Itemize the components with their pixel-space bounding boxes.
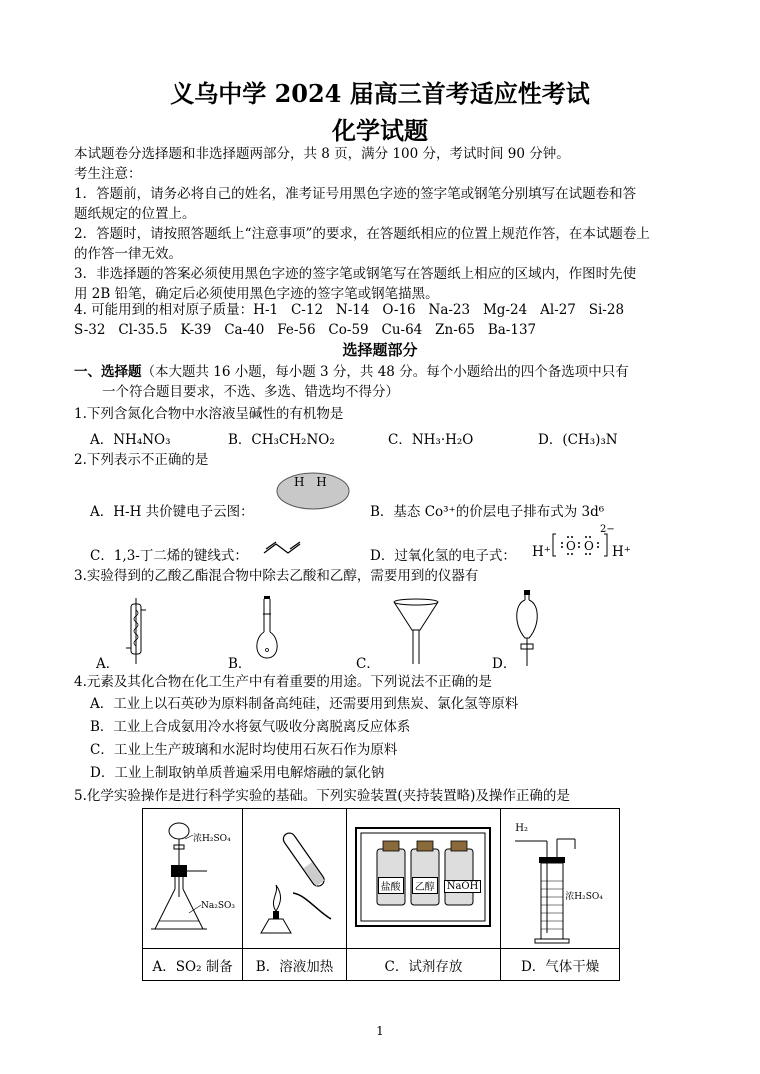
option-b: B．基态 Co³⁺的价层电子排布式为 3d⁶ bbox=[370, 504, 605, 520]
part-description bbox=[74, 362, 629, 382]
option-d: D． bbox=[492, 656, 517, 672]
apparatus-a-cell bbox=[143, 809, 243, 949]
apparatus-c-cell bbox=[346, 809, 501, 949]
notes-title: 考生注意： bbox=[74, 166, 142, 182]
option-c: C．NH₃·H₂O bbox=[388, 432, 474, 448]
question-stem: 3.实验得到的乙酸乙酯混合物中除去乙酸和乙醇，需要用到的仪器有 bbox=[74, 568, 479, 584]
reagent-label: Na₂SO₃ bbox=[201, 901, 236, 911]
part-label: 一、选择题 bbox=[74, 364, 142, 380]
page-subtitle: 化学试题 bbox=[332, 116, 428, 145]
option-d: D．工业上制取钠单质普遍采用电解熔融的氯化钠 bbox=[90, 765, 385, 781]
page-title: 义乌中学 2024 届高三首考适应性考试 bbox=[170, 79, 590, 108]
note-line: 3．非选择题的答案必须使用黑色字迹的签字笔或钢笔写在答题纸上相应的区域内，作图时先使 bbox=[74, 266, 637, 282]
reagent-label: 浓H₂SO₄ bbox=[565, 892, 603, 902]
option-b: B．工业上合成氨用冷水将氨气吸收分离脱离反应体系 bbox=[90, 719, 411, 735]
condenser-figure bbox=[124, 598, 148, 664]
apparatus-b-cell bbox=[243, 809, 346, 949]
option-b: B．溶液加热 bbox=[243, 949, 346, 981]
note-line: 2．答题时，请按照答题纸上“注意事项”的要求，在答题纸相应的位置上规范作答，在本试题卷上 bbox=[74, 226, 650, 242]
question-stem: 4.元素及其化合物在化工生产中有着重要的用途。下列说法不正确的是 bbox=[74, 674, 492, 690]
reagent-label: 浓H₂SO₄ bbox=[193, 834, 231, 844]
part-desc-line: 一个符合题目要求，不选、多选、错选均不得分） bbox=[102, 384, 399, 400]
option-a: A．NH₄NO₃ bbox=[90, 432, 171, 448]
apparatus-d-cell bbox=[501, 809, 620, 949]
h-plus-right: H⁺ bbox=[612, 544, 631, 560]
option-d: D．过氧化氢的电子式： bbox=[370, 548, 516, 564]
option-c: C． bbox=[356, 656, 380, 672]
option-c: C．试剂存放 bbox=[346, 949, 501, 981]
gas-drying-figure bbox=[509, 821, 609, 945]
note-line: 用 2B 铅笔，确定后必须使用黑色字迹的签字笔或钢笔描黑。 bbox=[74, 286, 439, 302]
reagent-bottle-label: 盐酸 bbox=[378, 877, 404, 894]
option-c: C．工业上生产玻璃和水泥时均使用石灰石作为原料 bbox=[90, 742, 398, 758]
peroxide-electron-dot bbox=[552, 532, 608, 558]
heating-apparatus-figure bbox=[251, 823, 337, 941]
butadiene-skeletal-formula bbox=[262, 540, 312, 556]
electron-cloud-label: H H bbox=[294, 475, 331, 489]
note-line: 题纸规定的位置上。 bbox=[74, 206, 196, 222]
funnel-figure bbox=[392, 598, 440, 666]
option-a: A． bbox=[96, 656, 120, 672]
charge-label: 2− bbox=[600, 524, 615, 535]
note-line: 1．答题前，请务必将自己的姓名，准考证号用黑色字迹的签字笔或钢笔分别填写在试题卷和答 bbox=[74, 186, 637, 202]
apparatus-table bbox=[142, 808, 620, 981]
option-c: C．1,3-丁二烯的键线式： bbox=[90, 548, 248, 564]
option-b: B．CH₃CH₂NO₂ bbox=[228, 432, 335, 448]
question-stem: 5.化学实验操作是进行科学实验的基础。下列实验装置(夹持装置略)及操作正确的是 bbox=[74, 788, 570, 804]
intro-text: 本试题卷分选择题和非选择题两部分，共 8 页，满分 100 分，考试时间 90 分钟。 bbox=[74, 146, 570, 162]
question-stem: 2.下列表示不正确的是 bbox=[74, 452, 209, 468]
option-a: A．H-H 共价键电子云图： bbox=[90, 504, 254, 520]
part-desc-line: （本大题共 16 小题，每小题 3 分，共 48 分。每个小题给出的四个备选项中只有 bbox=[141, 364, 629, 380]
svg-text:O: O bbox=[584, 539, 594, 553]
note-line: 的作答一律无效。 bbox=[74, 246, 182, 262]
page-number: 1 bbox=[376, 1024, 384, 1038]
separatory-funnel-figure bbox=[512, 590, 542, 666]
reagent-bottle-label: NaOH bbox=[444, 880, 482, 893]
reagent-bottle-label: 乙醇 bbox=[412, 877, 438, 894]
option-b: B． bbox=[228, 656, 252, 672]
note-line: S-32 Cl-35.5 K-39 Ca-40 Fe-56 Co-59 Cu-64 Zn-65 Ba-137 bbox=[74, 322, 537, 338]
gas-label: H₂ bbox=[515, 823, 528, 834]
section-heading: 选择题部分 bbox=[342, 341, 418, 359]
question-stem: 1.下列含氮化合物中水溶液呈碱性的有机物是 bbox=[74, 406, 344, 422]
option-a: A．工业上以石英砂为原料制备高纯硅，还需要用到焦炭、氯化氢等原料 bbox=[90, 696, 519, 712]
option-a: A．SO₂ 制备 bbox=[143, 949, 243, 981]
option-d: D．(CH₃)₃N bbox=[538, 432, 618, 448]
svg-text:O: O bbox=[566, 539, 576, 553]
volumetric-flask-figure bbox=[252, 596, 282, 662]
h-plus-left: H⁺ bbox=[532, 544, 551, 560]
option-d: D．气体干燥 bbox=[501, 949, 620, 981]
note-line: 4. 可能用到的相对原子质量：H-1 C-12 N-14 O-16 Na-23 Mg-24 Al-27 Si-28 bbox=[74, 302, 625, 318]
